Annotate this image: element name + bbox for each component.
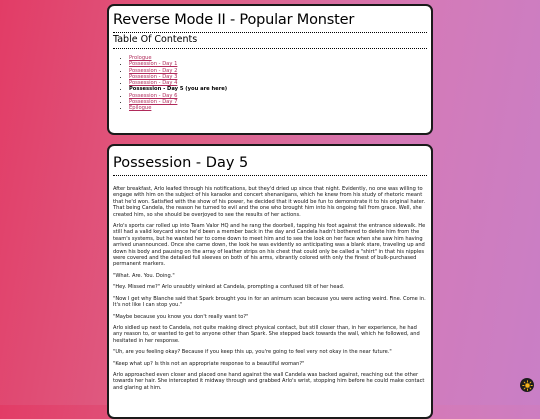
chapter-paragraph: "What. Are. You. Doing." [113,272,175,279]
sun-icon [522,380,533,391]
toc-link[interactable]: Possession - Day 6 [129,92,178,99]
toc-link[interactable]: Possession - Day 2 [129,67,178,74]
toc-link[interactable]: Possession - Day 3 [129,73,178,80]
toc-link[interactable]: Epilogue [129,105,152,112]
story-title: Reverse Mode II - Popular Monster [113,12,427,33]
chapter-paragraph: Arlo approached even closer and placed one hand against the wall Candela was backed against, reaching out the other towards her hair. She intercepted it midway through and grabbed Arlo's wrist, stopping him before he could make contact and glaring at him. [113,371,425,391]
chapter-paragraph: Arlo's sports car rolled up into Team Valor HQ and he rang the doorbell, tapping his foot against the entrance sidewalk. He still had a valid keycard since he'd been a member back in the day and Candela hadn't bothered to delete him from the team's systems, but he wanted her to come down to meet him and to see the look on her face when she saw him having arrived unannounced. Once she came down, the look he was evidently so anticipating was a blank stare, traveling up and down his body and pausing on the array of leather strips on his chest that could only be called a "shirt" in that his nipples were covered and the detailed full sleeves on both of his arms, vibrantly colored with only the finest of bulk-purchased permanent markers. [113,223,426,268]
chapter-paragraph: After breakfast, Arlo leafed through his notifications, but they'd dried up since that night. Evidently, no one was willing to engage with him on the subject of his karaoke and concert shenanigans, which he knew from his study of rhetoric meant that he'd won. Satisfied with the show of his power, he decided that it would be fun to demonstrate it to his original hater. That being Candela, the reason he turned to evil and the one who brought him into his ongoing fall from grace. Well, she created him, so she should be overjoyed to see the results of her actions. [113,186,426,218]
chapter-body [113,186,427,391]
toc-link[interactable]: Prologue [129,55,152,61]
theme-toggle-button[interactable] [520,378,534,392]
toc-list [113,55,427,112]
chapter-paragraph: "Uh, are you feeling okay? Because if you keep this up, you're going to feel very not okay in the near future." [113,349,392,356]
chapter-paragraph: "Maybe because you know you don't really want to?" [113,313,249,320]
toc-panel [107,4,433,135]
toc-link[interactable]: Possession - Day 1 [129,61,178,68]
chapter-paragraph: "Keep what up? Is this not an appropriate response to a beautiful woman?" [113,360,305,367]
chapter-title: Possession - Day 5 [113,154,427,176]
chapter-paragraph: "Now I get why Blanche said that Spark brought you in for an animum scan because you were acting weird. Fine. Come in. It's not like I can stop you." [113,295,426,309]
chapter-panel [107,144,433,419]
toc-link[interactable]: Possession - Day 7 [129,99,178,106]
toc-link[interactable]: Possession - Day 4 [129,80,178,87]
chapter-paragraph: "Hey. Missed me?" Arlo unsubtly winked at Candela, prompting a confused tilt of her head. [113,284,345,291]
toc-current-chapter: Possession - Day 5 (you are here) [129,86,228,93]
chapter-paragraph: Arlo sidled up next to Candela, not quite making direct physical contact, but still closer than, in her experience, he had any reason to, or wanted to get to anyone other than Spark. She stepped back towards the wall, which he followed, and hesitated in her response. [113,324,420,344]
toc-item [129,105,427,111]
toc-heading: Table Of Contents [113,34,427,49]
